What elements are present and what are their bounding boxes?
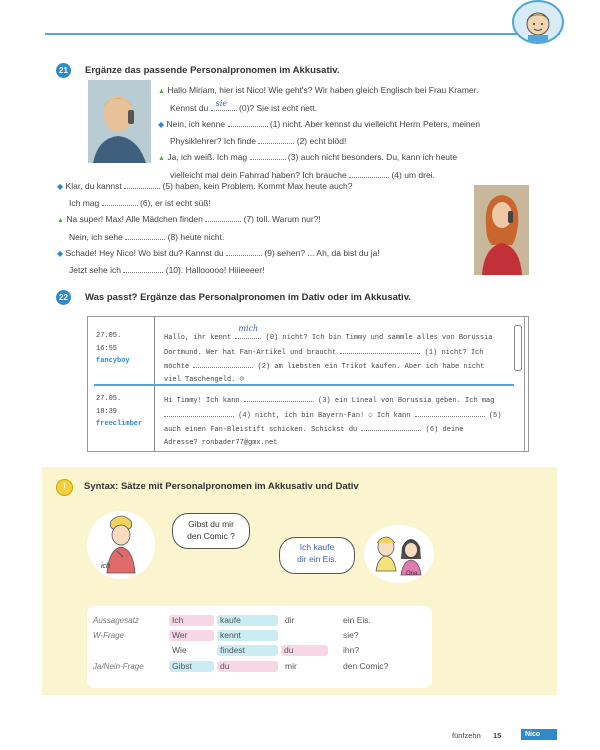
- info-icon: !: [56, 479, 73, 496]
- row-label: W-Frage: [93, 631, 124, 640]
- pronoun-cell: dir: [285, 615, 295, 625]
- line-text: Schade! Hey Nico! Wo bist du? Kannst du: [65, 248, 224, 258]
- dialogue-line-2: [158, 116, 480, 133]
- girl-ich-illustration: [87, 511, 155, 579]
- line-text: Ja, ich weiß. Ich mag: [167, 152, 248, 162]
- line-text: (5): [488, 411, 502, 420]
- bubble-1-line-1: Gibst du mir: [188, 519, 234, 529]
- line-text: Hallo, ihr kennt: [164, 334, 232, 342]
- forum-panel: [87, 316, 529, 452]
- top-rule: [45, 33, 560, 35]
- post-2-line-2: [164, 408, 501, 423]
- exercise-21-dialogue-lower: [57, 178, 380, 278]
- line-text: (10). Hallooooo! Hiiieeeer!: [165, 265, 265, 275]
- line-text: (2) echt blöd!: [296, 136, 347, 146]
- nico-avatar: [512, 0, 564, 44]
- line-text: (3) auch nicht besonders. Du, kann ich heute: [287, 152, 458, 162]
- subject-cell: Ich: [169, 615, 214, 626]
- answer-blank-3[interactable]: [250, 151, 286, 160]
- miriam-marker: ◆: [57, 182, 64, 191]
- line-text: (7) toll. Warum nur?!: [243, 214, 321, 224]
- line-text: (1) nicht? Ich: [424, 348, 484, 357]
- answer-blank-7[interactable]: [205, 213, 241, 222]
- object-cell: ihn?: [343, 645, 360, 655]
- line-text: Klar, du kannst: [65, 181, 122, 191]
- chapter-tab: Nico: [521, 729, 557, 740]
- dialogue-line-3: [158, 133, 480, 149]
- answer-blank-9[interactable]: [226, 247, 262, 256]
- answer-blank-2[interactable]: [193, 359, 253, 368]
- line-text: (6), er ist echt süß!: [140, 198, 211, 208]
- syntax-title: Syntax: Sätze mit Personalpronomen im Akkusativ und Dativ: [84, 481, 359, 492]
- post-2-meta: [96, 393, 142, 431]
- label-ona: Ona: [406, 571, 418, 577]
- line-text: (6) deine: [425, 426, 464, 434]
- dialogue-line-4: [158, 149, 480, 167]
- post-2-line-3: [164, 422, 501, 437]
- line-text: Hallo Miriam, hier ist Nico! Wie geht's? Wir haben gleich Englisch bei Frau Kramer.: [167, 85, 479, 95]
- line-text: (4) um drei.: [391, 170, 435, 180]
- exercise-22-badge: 22: [56, 290, 71, 305]
- answer-blank-10[interactable]: [123, 264, 163, 273]
- dialogue-line-7: [57, 195, 380, 211]
- answer-blank-4[interactable]: [164, 408, 234, 417]
- verb-cell: Gibst: [169, 661, 214, 672]
- post-1-line-4: [164, 374, 492, 387]
- exercise-22-title: Was passt? Ergänze das Personalpronomen im Dativ oder im Akkusativ.: [85, 292, 411, 303]
- line-text: Dortmund. Wer hat Fan-Artikel und braucht: [164, 348, 337, 357]
- page-number-word: fünfzehn: [452, 731, 481, 740]
- answer-blank-1[interactable]: [340, 345, 420, 354]
- exercise-21-dialogue: [158, 82, 480, 183]
- nico-marker: ▲: [158, 155, 165, 162]
- syntax-table: [87, 606, 432, 688]
- subject-cell: du: [281, 645, 328, 656]
- dialogue-line-11: [57, 262, 380, 278]
- post-2-line-1: [164, 393, 501, 408]
- line-text: (5) haben, kein Problem. Kommt Max heute auch?: [162, 181, 353, 191]
- bubble-2-line-2: dir ein Eis.: [297, 554, 337, 564]
- object-cell: ein Eis.: [343, 615, 371, 625]
- label-ich: ich: [101, 563, 110, 570]
- line-text: (0) nicht? Ich bin Timmy und sammle alles von Borussia: [265, 334, 493, 342]
- verb-cell: findest: [217, 645, 278, 656]
- line-text: (9) sehen? ... Ah, da bist du ja!: [264, 248, 380, 258]
- dialogue-line-9: [57, 229, 380, 245]
- subject-cell: du: [217, 661, 278, 672]
- dialogue-line-10: [57, 245, 380, 262]
- answer-blank-4[interactable]: [349, 169, 389, 178]
- nico-marker: ▲: [158, 88, 165, 95]
- dialogue-line-1: [158, 100, 480, 116]
- exercise-21-badge: 21: [56, 63, 71, 78]
- line-text: Jetzt sehe ich: [69, 265, 121, 275]
- line-text: (8) heute nicht.: [167, 232, 225, 242]
- line-text: auch einen Fan-Bleistift schicken. Schickst du: [164, 426, 358, 434]
- post-time: 18:39: [96, 407, 118, 416]
- post-1-line-1: [164, 324, 493, 345]
- dialogue-line-6: [57, 178, 380, 195]
- speech-bubble-2: [279, 537, 355, 574]
- post-date: 27.05.: [96, 332, 122, 340]
- handwritten-answer: mich: [238, 324, 259, 333]
- answer-blank-2[interactable]: [258, 135, 294, 144]
- line-text: (0)? Sie ist echt nett.: [239, 103, 317, 113]
- post-username[interactable]: freeclimber: [96, 420, 143, 428]
- line-text: Nein, ich kenne: [166, 119, 226, 129]
- line-text: Hi Timmy! Ich kann: [164, 397, 240, 405]
- line-text: Ich mag: [69, 198, 100, 208]
- verb-cell: kaufe: [217, 615, 278, 626]
- object-cell: sie?: [343, 630, 359, 640]
- line-text: Kennst du: [170, 103, 209, 113]
- post-2-body: [164, 393, 501, 449]
- question-word-cell: Wie: [172, 645, 187, 655]
- line-text: möchte: [164, 363, 190, 371]
- bubble-2-line-1: Ich kaufe: [299, 542, 335, 552]
- miriam-marker: ◆: [57, 249, 64, 258]
- post-1-meta: [96, 330, 130, 368]
- post-1-line-3: [164, 359, 492, 374]
- post-time: 16:55: [96, 344, 118, 353]
- post-2-line-4: [164, 437, 501, 450]
- miriam-marker: ◆: [158, 120, 165, 129]
- line-text: Physiklehrer? Ich finde: [170, 136, 256, 146]
- line-text: (3) ein Lineal von Borussia geben. Ich mag: [318, 397, 495, 405]
- post-date: 27.05.: [96, 395, 122, 403]
- line-text: Adresse? ronbader77@gmx.net: [164, 438, 278, 447]
- line-text: (2) am liebsten ein Trikot kaufen. Aber ich habe nicht: [257, 363, 485, 371]
- speech-bubble-1: [172, 513, 250, 549]
- object-cell: den Comic?: [343, 661, 389, 671]
- line-text: (1) nicht. Aber kennst du vielleicht Herrn Peters, meinen: [269, 119, 481, 129]
- answer-blank-5[interactable]: [124, 180, 160, 189]
- nico-marker: ▲: [57, 217, 64, 224]
- forum-scrollbar[interactable]: [514, 325, 522, 371]
- exercise-21-title: Ergänze das passende Personalpronomen im Akkusativ.: [85, 65, 340, 76]
- handwritten-answer: sie: [215, 99, 228, 108]
- row-label: Aussagesatz: [93, 616, 139, 625]
- answer-blank-3[interactable]: [244, 393, 314, 402]
- post-username[interactable]: fancyboy: [96, 357, 130, 365]
- line-text: (4) nicht, ich bin Bayern-Fan! ☺ Ich kann: [238, 411, 411, 420]
- line-text: viel Taschengeld. ☹: [164, 375, 244, 384]
- answer-blank-6[interactable]: [361, 422, 421, 431]
- answer-blank-0[interactable]: [235, 324, 261, 339]
- pronoun-cell: mir: [285, 661, 297, 671]
- line-text: Nein, ich sehe: [69, 232, 123, 242]
- line-text: vielleicht mal dein Fahrrad haben? Ich brauche: [170, 170, 347, 180]
- post-1-line-2: [164, 345, 492, 360]
- answer-blank-0[interactable]: [211, 99, 237, 111]
- line-text: Na super! Max! Alle Mädchen finden: [66, 214, 203, 224]
- dialogue-line-8: [57, 211, 380, 229]
- bubble-1-line-2: den Comic ?: [187, 531, 235, 541]
- post-1-body: [164, 324, 493, 386]
- verb-cell: kennt: [217, 630, 278, 641]
- page-number: 15: [493, 731, 502, 740]
- two-girls-illustration: [364, 525, 434, 583]
- answer-blank-5[interactable]: [415, 408, 485, 417]
- row-label: Ja/Nein-Frage: [93, 662, 144, 671]
- answer-blank-1[interactable]: [228, 118, 268, 127]
- answer-blank-8[interactable]: [125, 231, 165, 240]
- forum-scroll-track: [524, 317, 525, 451]
- answer-blank-6[interactable]: [102, 197, 138, 206]
- miriam-photo: [474, 185, 529, 275]
- dialogue-line-0: [158, 82, 480, 100]
- nico-photo: [88, 80, 151, 163]
- subject-cell: Wer: [169, 630, 214, 641]
